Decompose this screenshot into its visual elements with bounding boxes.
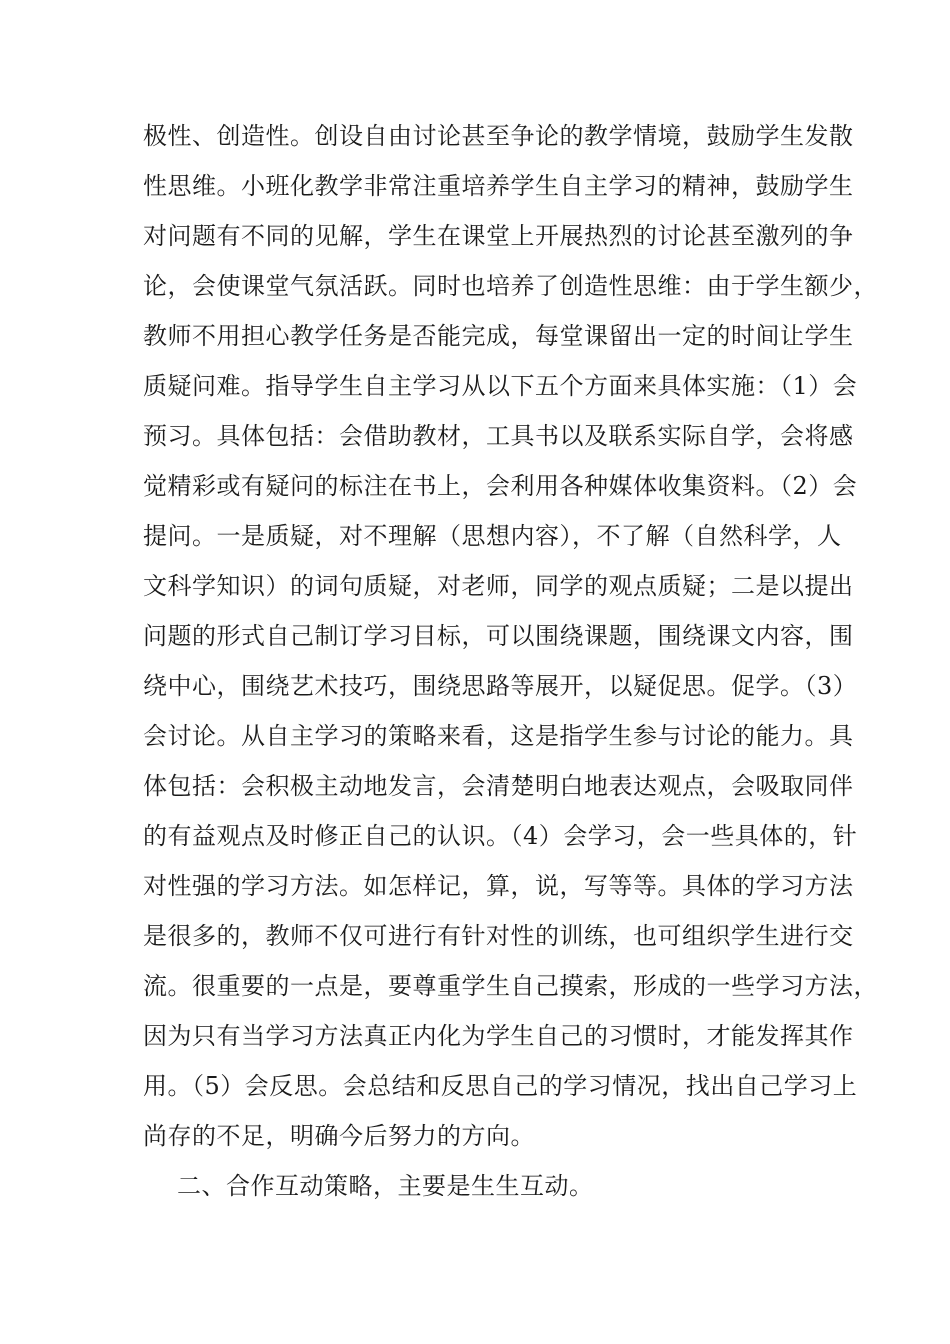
paragraph-line: 问题的形式自己制订学习目标，可以围绕课题，围绕课文内容，围	[143, 622, 854, 650]
paragraph-line: 论，会使课堂气氛活跃。同时也培养了创造性思维：由于学生额少，	[143, 272, 878, 300]
paragraph-line: 觉精彩或有疑问的标注在书上，会利用各种媒体收集资料。（2）会	[143, 472, 858, 500]
paragraph-line: 极性、创造性。创设自由讨论甚至争论的教学情境，鼓励学生发散	[143, 122, 854, 150]
paragraph-line: 提问。一是质疑，对不理解（思想内容），不了解（自然科学，人	[143, 522, 842, 550]
paragraph-line: 是很多的，教师不仅可进行有针对性的训练，也可组织学生进行交	[143, 922, 854, 950]
paragraph-line: 体包括：会积极主动地发言，会清楚明白地表达观点，会吸取同伴	[143, 772, 854, 800]
paragraph-line: 质疑问难。指导学生自主学习从以下五个方面来具体实施：（1）会	[143, 372, 858, 400]
paragraph-line: 会讨论。从自主学习的策略来看，这是指学生参与讨论的能力。具	[143, 722, 854, 750]
paragraph-line: 教师不用担心教学任务是否能完成，每堂课留出一定的时间让学生	[143, 322, 854, 350]
paragraph-line: 流。很重要的一点是，要尊重学生自己摸索，形成的一些学习方法，	[143, 972, 878, 1000]
paragraph-line: 对性强的学习方法。如怎样记，算，说，写等等。具体的学习方法	[143, 872, 854, 900]
paragraph-line: 的有益观点及时修正自己的认识。（4）会学习，会一些具体的，针	[143, 822, 858, 850]
paragraph-line: 预习。具体包括：会借助教材，工具书以及联系实际自学，会将感	[143, 422, 854, 450]
paragraph-line: 文科学知识）的词句质疑，对老师，同学的观点质疑；二是以提出	[143, 572, 854, 600]
paragraph-line: 对问题有不同的见解，学生在课堂上开展热烈的讨论甚至激列的争	[143, 222, 854, 250]
paragraph-line: 尚存的不足，明确今后努力的方向。	[143, 1122, 535, 1150]
paragraph-line: 性思维。小班化教学非常注重培养学生自主学习的精神，鼓励学生	[143, 172, 854, 200]
paragraph-line: 因为只有当学习方法真正内化为学生自己的习惯时，才能发挥其作	[143, 1022, 854, 1050]
paragraph-line: 绕中心，围绕艺术技巧，围绕思路等展开，以疑促思。促学。（3）	[143, 672, 858, 700]
section-heading: 二、合作互动策略，主要是生生互动。	[177, 1172, 594, 1200]
paragraph-line: 用。（5）会反思。会总结和反思自己的学习情况，找出自己学习上	[143, 1072, 858, 1100]
